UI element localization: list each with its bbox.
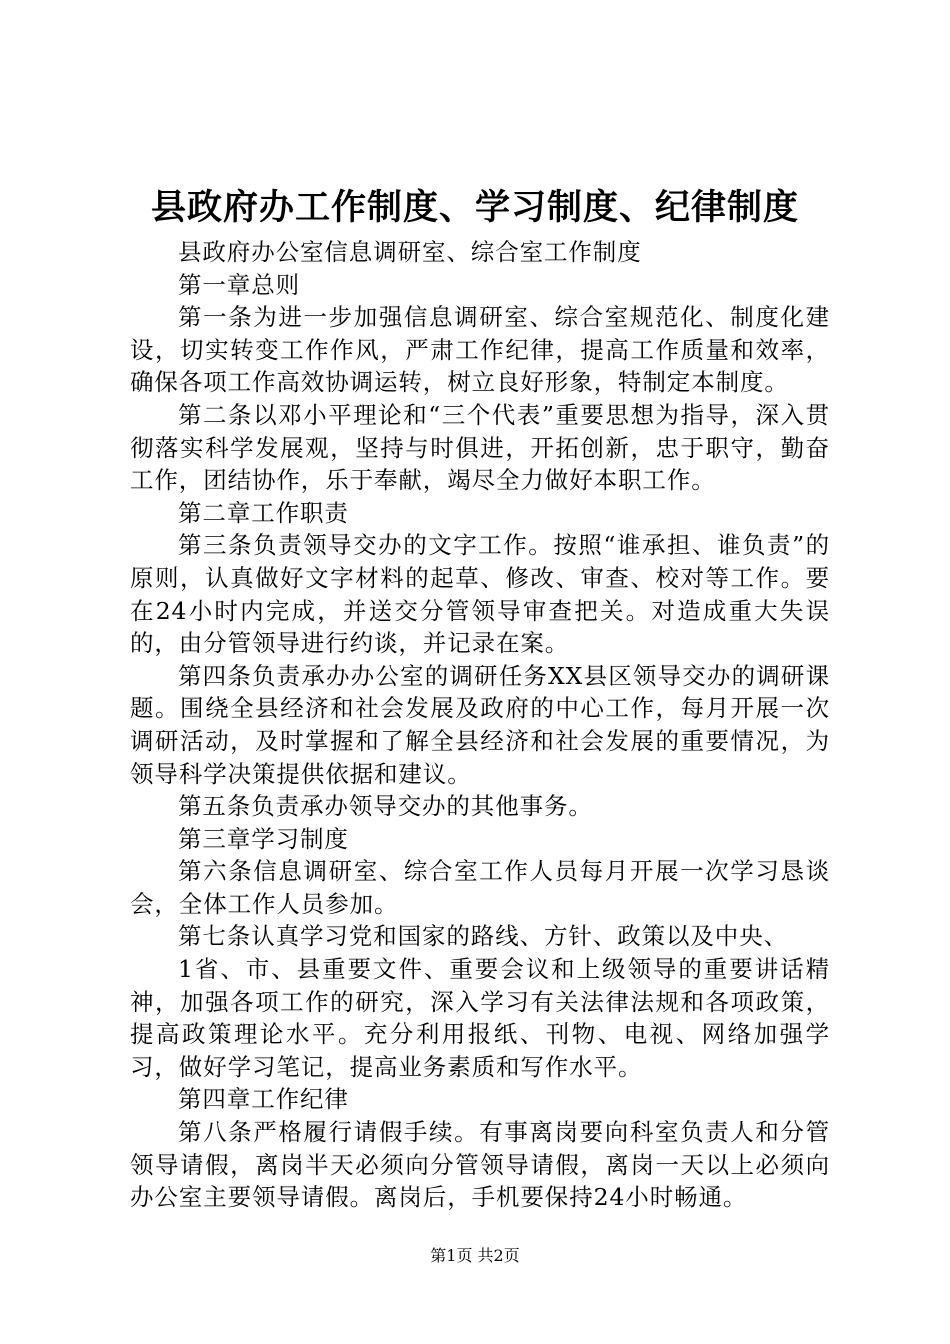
article-paragraph: 第五条负责承办领导交办的其他事务。	[178, 792, 593, 821]
chapter-heading: 第四章工作纪律	[178, 1085, 349, 1114]
article-paragraph: 第七条认真学习党和国家的路线、方针、政策以及中央、	[178, 922, 788, 951]
document-body	[130, 236, 830, 1214]
section-heading: 县政府办公室信息调研室、综合室工作制度	[178, 238, 642, 266]
chapter-heading: 第三章学习制度	[178, 824, 349, 853]
article-paragraph: 第八条严格履行请假手续。有事离岗要向科室负责人和分管领导请假，离岗半天必须向分管领导请假，离岗一天以上必须向办公室主要领导请假。离岗后，手机要保持24小时畅通。	[130, 1118, 830, 1212]
article-paragraph: 第六条信息调研室、综合室工作人员每月开展一次学习恳谈会，全体工作人员参加。	[130, 857, 830, 918]
article-paragraph: 第四条负责承办办公室的调研任务XX县区领导交办的调研课题。围绕全县经济和社会发展及政府的中心工作，每月开展一次调研活动，及时掌握和了解全县经济和社会发展的重要情况，为领导科学决策提供依据和建议。	[130, 661, 830, 788]
article-paragraph: 第一条为进一步加强信息调研室、综合室规范化、制度化建设，切实转变工作作风，严肃工作纪律，提高工作质量和效率，确保各项工作高效协调运转，树立良好形象，特制定本制度。	[130, 303, 830, 397]
document-title: 县政府办工作制度、学习制度、纪律制度	[150, 188, 799, 228]
article-paragraph: 第三条负责领导交办的文字工作。按照“谁承担、谁负责”的原则，认真做好文字材料的起草、修改、审查、校对等工作。要在24小时内完成，并送交分管领导审查把关。对造成重大失误的，由分管领导进行约谈，并记录在案。	[130, 531, 830, 658]
chapter-heading: 第二章工作职责	[178, 498, 349, 527]
article-paragraph: 第二条以邓小平理论和“三个代表”重要思想为指导，深入贯彻落实科学发展观，坚持与时俱进，开拓创新，忠于职守，勤奋工作，团结协作，乐于奉献，竭尽全力做好本职工作。	[130, 400, 830, 495]
article-paragraph: 1省、市、县重要文件、重要会议和上级领导的重要讲话精神，加强各项工作的研究，深入学习有关法律法规和各项政策，提高政策理论水平。充分利用报纸、刊物、电视、网络加强学习，做好学习笔记，提高业务素质和写作水平。	[130, 955, 830, 1081]
page-number-footer: 第1页 共2页	[430, 1246, 520, 1265]
chapter-heading: 第一章总则	[178, 270, 300, 299]
